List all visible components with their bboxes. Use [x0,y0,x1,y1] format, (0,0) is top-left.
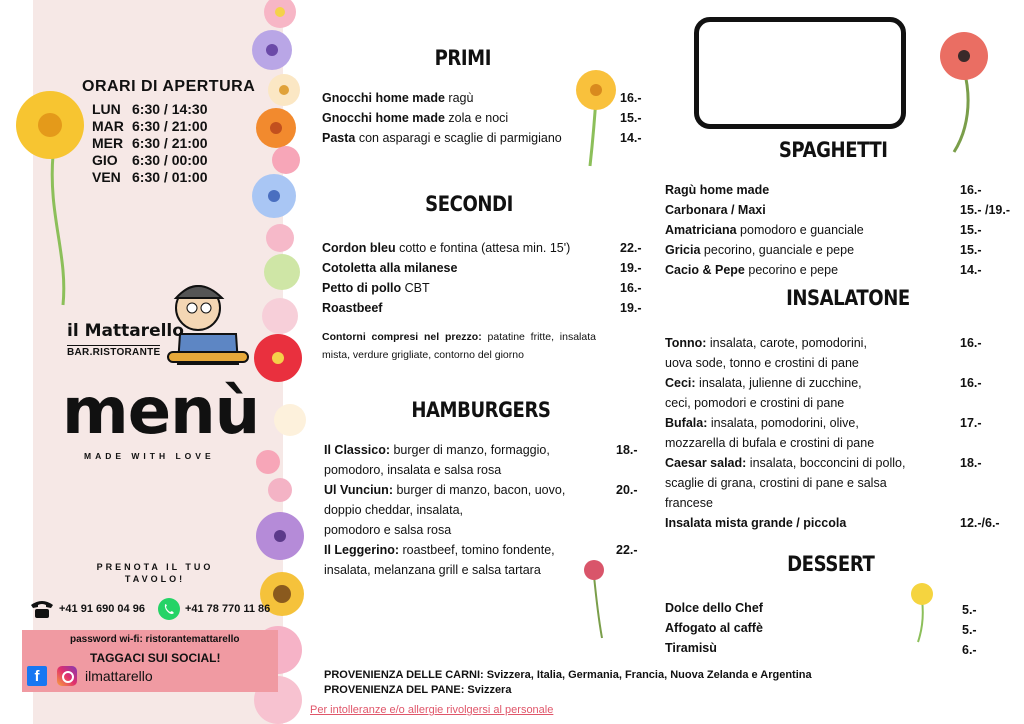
section-title-primi: PRIMI [434,46,492,70]
hours-row: LUN 6:30 / 14:30 [92,101,208,117]
menu-item: Caesar salad: insalata, bocconcini di pollo, scaglie di grana, crostini di pane e salsa francese [665,456,906,510]
menu-item: Il Classico: burger di manzo, formaggio, pomodoro, insalata e salsa rosa [324,443,550,477]
social-title: TAGGACI SUI SOCIAL! [90,651,221,665]
sunflower-icon [8,85,98,310]
stamp-frame [694,17,906,129]
menu-item: Affogato al caffè [665,621,763,635]
menu-item: Tonno: insalata, carote, pomodorini, uova sode, tonno e crostini di pane [665,336,867,370]
menu-heading: menù [62,375,260,449]
menu-item: Gnocchi home made ragù [322,91,474,105]
menu-item: Pasta con asparagi e scaglie di parmigiano [322,131,562,145]
section-title-dessert: DESSERT [787,552,875,576]
menu-item: Cacio & Pepe pecorino e pepe [665,263,839,277]
menu-item: Il Leggerino: roastbeef, tomino fondente, insalata, melanzana grill e salsa tartara [324,543,555,577]
section-title-secondi: SECONDI [425,192,513,216]
phone-number[interactable]: +41 91 690 04 96 [59,603,145,615]
item-price: 16.- [960,336,982,350]
menu-item: Insalata mista grande / piccola [665,516,847,530]
wifi-password: password wi-fi: ristorantemattarello [70,634,240,645]
menu-item: Cordon bleu cotto e fontina (attesa min. 15') [322,241,571,255]
menu-item: Roastbeef [322,301,383,315]
item-price: 15.- /19.- [960,203,1011,217]
small-yellow-flower-icon [902,582,942,644]
social-handle[interactable]: ilmattarello [85,668,153,684]
item-price: 18.- [960,456,982,470]
item-price: 19.- [620,261,642,275]
facebook-icon[interactable]: f [27,666,47,686]
item-price: 20.- [616,483,638,497]
item-price: 14.- [620,131,642,145]
menu-item: Cotoletta alla milanese [322,261,458,275]
allergy-notice-link[interactable]: Per intolleranze e/o allergie rivolgersi al personale [310,704,554,716]
item-price: 15.- [620,111,642,125]
section-title-spaghetti: SPAGHETTI [778,138,888,162]
menu-item: Ceci: insalata, julienne di zucchine, ceci, pomodori e crostini di pane [665,376,862,410]
hours-list [92,101,208,186]
menu-item: Bufala: insalata, pomodorini, olive, mozzarella di bufala e crostini di pane [665,416,875,450]
brand-subtitle: BAR.RISTORANTE [67,347,161,358]
item-price: 5.- [962,603,977,617]
item-price: 19.- [620,301,642,315]
hours-row: MAR 6:30 / 21:00 [92,118,208,134]
menu-item: Petto di pollo CBT [322,281,430,295]
menu-item: Tiramisù [665,641,717,655]
hours-row: VEN 6:30 / 01:00 [92,169,208,185]
hours-row: GIO 6:30 / 00:00 [92,152,208,168]
provenance-info: PROVENIENZA DELLE CARNI: Svizzera, Italia, Germania, Francia, Nuova Zelanda e Argentina PROVENIENZA DEL PANE: Svizzera [324,669,812,696]
whatsapp-number[interactable]: +41 78 770 11 86 [184,603,271,615]
item-price: 12.-/6.- [960,516,1000,530]
menu-item: Gricia pecorino, guanciale e pepe [665,243,855,257]
whatsapp-icon [157,597,181,621]
telephone-icon [29,599,55,619]
hours-title: ORARI DI APERTURA [82,78,256,95]
brand-name: il Mattarello [67,321,184,341]
item-price: 16.- [960,376,982,390]
menu-item: Carbonara / Maxi [665,203,766,217]
booking-callout: PRENOTA IL TUO TAVOLO! [96,562,214,584]
item-price: 16.- [620,281,642,295]
hours-row: MER 6:30 / 21:00 [92,135,208,151]
instagram-icon[interactable] [57,666,77,686]
menu-item: Ul Vunciun: burger di manzo, bacon, uovo, doppio cheddar, insalata, pomodoro e salsa rosa [324,483,566,537]
item-price: 6.- [962,643,977,657]
section-title-insalatone: INSALATONE [786,286,910,310]
menu-item: Gnocchi home made zola e noci [322,111,509,125]
tagline: MADE WITH LOVE [84,451,215,461]
item-price: 17.- [960,416,982,430]
menu-item: Dolce dello Chef [665,601,763,615]
menu-item: Amatriciana pomodoro e guanciale [665,223,864,237]
social-row [27,666,153,686]
contorni-note: Contorni compresi nel prezzo: patatine fritte, insalata mista, verdure grigliate, contorno del giorno [322,331,596,361]
contact-row [29,597,270,621]
item-price: 16.- [620,91,642,105]
menu-item: Ragù home made [665,183,770,197]
yellow-flower-icon [566,68,626,168]
item-price: 5.- [962,623,977,637]
item-price: 15.- [960,223,982,237]
item-price: 22.- [620,241,642,255]
item-price: 15.- [960,243,982,257]
item-price: 22.- [616,543,638,557]
item-price: 16.- [960,183,982,197]
red-flower-icon [572,556,618,640]
item-price: 14.- [960,263,982,277]
poppy-icon [932,30,996,154]
item-price: 18.- [616,443,638,457]
section-title-hamburgers: HAMBURGERS [411,398,551,422]
